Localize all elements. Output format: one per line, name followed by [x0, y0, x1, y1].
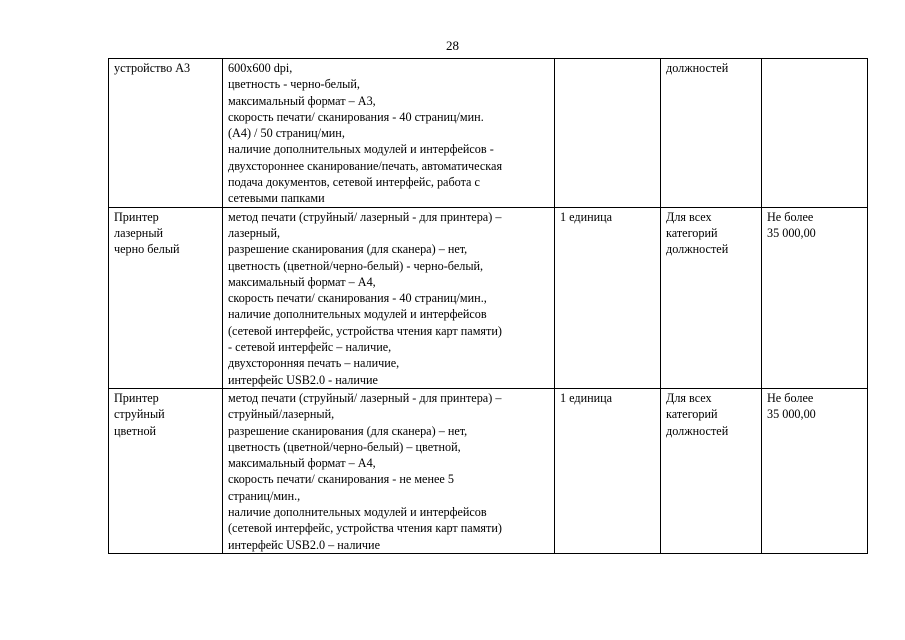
price-cell [762, 207, 868, 388]
cell-text-line: категорий [666, 407, 718, 422]
cell-text-line: двухстороннее сканирование/печать, автоматическая [228, 158, 503, 173]
characteristics-cell [223, 59, 555, 208]
price-cell [762, 59, 868, 208]
cell-text-line: 35 000,00 [767, 225, 816, 240]
cell-text-line: устройство А3 [114, 61, 191, 75]
cell-text-line: Для всех [666, 209, 712, 224]
cell-text-line: 1 единица [560, 209, 613, 224]
item-name-cell [109, 59, 223, 208]
equipment-spec-table [108, 58, 868, 554]
cell-text-line: разрешение сканирования (для сканера) – нет, [228, 242, 468, 257]
cell-text-line: лазерный, [228, 225, 281, 240]
item-name-cell [109, 388, 223, 553]
cell-text-line: наличие дополнительных модулей и интерфейсов - [228, 142, 494, 157]
cell-text-line: должностей [666, 423, 729, 438]
cell-text-line: скорость печати/ сканирования - 40 страниц/мин., [228, 291, 487, 306]
cell-text-line: интерфейс USB2.0 – наличие [228, 537, 380, 552]
cell-text-line: сетевыми папками [228, 191, 325, 206]
cell-text-line: Для всех [666, 390, 712, 405]
cell-text-line: скорость печати/ сканирования - 40 страниц/мин. [228, 109, 484, 124]
page-number: 28 [446, 38, 459, 53]
cell-text-line: - сетевой интерфейс – наличие, [228, 340, 392, 355]
cell-text-line: подача документов, сетевой интерфейс, работа с [228, 175, 480, 190]
category-cell [661, 388, 762, 553]
characteristics-cell [223, 207, 555, 388]
cell-text-line: черно белый [114, 242, 180, 257]
cell-text-line: 35 000,00 [767, 407, 816, 422]
cell-text-line: (сетевой интерфейс, устройства чтения карт памяти) [228, 323, 502, 338]
cell-text-line: 1 единица [560, 390, 613, 405]
cell-text-line: метод печати (струйный/ лазерный - для принтера) – [228, 209, 502, 224]
cell-text-line: максимальный формат – А4, [228, 274, 376, 289]
cell-text-line: Не более [767, 209, 814, 224]
category-cell [661, 207, 762, 388]
characteristics-cell [223, 388, 555, 553]
table-row [109, 388, 868, 553]
cell-text-line: максимальный формат – А3, [228, 93, 376, 108]
cell-text-line: Принтер [114, 390, 159, 405]
table-row [109, 59, 868, 208]
cell-text-line: (А4) / 50 страниц/мин, [228, 126, 345, 141]
cell-text-line: цветной [114, 423, 157, 438]
cell-text-line: Не более [767, 390, 814, 405]
cell-text-line: метод печати (струйный/ лазерный - для принтера) – [228, 390, 502, 405]
quantity-cell [555, 388, 661, 553]
cell-text-line: струйный [114, 407, 165, 422]
cell-text-line: скорость печати/ сканирования - не менее 5 [228, 472, 454, 487]
cell-text-line: лазерный [114, 225, 164, 240]
category-cell [661, 59, 762, 208]
quantity-cell [555, 207, 661, 388]
cell-text-line: категорий [666, 225, 718, 240]
cell-text-line: цветность (цветной/черно-белый) – цветной, [228, 439, 461, 454]
cell-text-line: цветность (цветной/черно-белый) - черно-белый, [228, 258, 484, 273]
cell-text-line: Принтер [114, 209, 159, 224]
cell-text-line: интерфейс USB2.0 - наличие [228, 372, 378, 387]
quantity-cell [555, 59, 661, 208]
cell-text-line: страниц/мин., [228, 488, 301, 503]
cell-text-line: 600х600 dpi, [228, 61, 293, 75]
cell-text-line: струйный/лазерный, [228, 407, 335, 422]
price-cell [762, 388, 868, 553]
cell-text-line: наличие дополнительных модулей и интерфейсов [228, 307, 487, 322]
cell-text-line: наличие дополнительных модулей и интерфейсов [228, 505, 487, 520]
cell-text-line: максимальный формат – А4, [228, 456, 376, 471]
cell-text-line: должностей [666, 242, 729, 257]
cell-text-line: (сетевой интерфейс, устройства чтения карт памяти) [228, 521, 502, 536]
table-row [109, 207, 868, 388]
item-name-cell [109, 207, 223, 388]
cell-text-line: разрешение сканирования (для сканера) – нет, [228, 423, 468, 438]
cell-text-line: цветность - черно-белый, [228, 77, 360, 92]
cell-text-line: двухсторонняя печать – наличие, [228, 356, 400, 371]
cell-text-line: должностей [666, 61, 729, 75]
